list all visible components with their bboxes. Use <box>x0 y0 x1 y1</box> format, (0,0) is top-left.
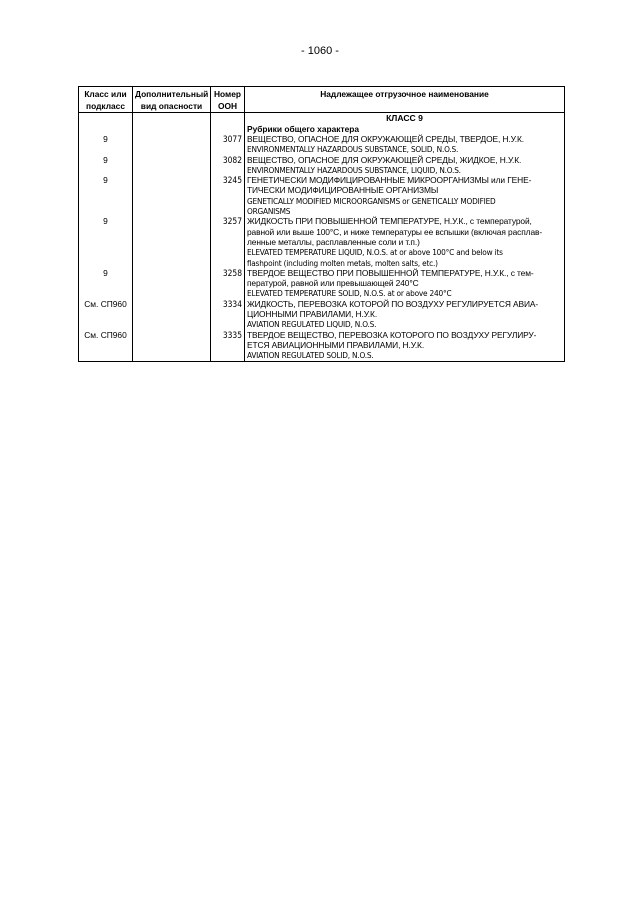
shipping-name-line: пературой, равной или превышающей 240°С <box>247 278 419 289</box>
shipping-name-line: ГЕНЕТИЧЕСКИ МОДИФИЦИРОВАННЫЕ МИКРООРГАНИЗМЫ или ГЕНЕ- <box>247 175 532 186</box>
class-heading-row <box>79 113 565 135</box>
shipping-name-line: ленные металлы, расплавленные соли и т.п.) <box>247 236 420 247</box>
shipping-name-line: ВЕЩЕСТВО, ОПАСНОЕ ДЛЯ ОКРУЖАЮЩЕЙ СРЕДЫ, ТВЕРДОЕ, Н.У.К. <box>247 134 524 144</box>
shipping-name-line: ЕТСЯ АВИАЦИОННЫМИ ПРАВИЛАМИ, Н.У.К. <box>247 339 425 350</box>
shipping-name-line: ЦИОННЫМИ ПРАВИЛАМИ, Н.У.К. <box>247 309 378 320</box>
shipping-name-line: AVIATION REGULATED LIQUID, N.O.S. <box>247 319 377 330</box>
row-subsidiary-risk <box>133 134 211 155</box>
row-subsidiary-risk <box>133 155 211 176</box>
row-shipping-name <box>245 155 565 176</box>
row-un-number: 3245 <box>211 175 245 216</box>
section-title: Рубрики общего характера <box>247 124 359 134</box>
row-subsidiary-risk <box>133 299 211 330</box>
row-un-number: 3335 <box>211 330 245 361</box>
row-shipping-name <box>245 134 565 155</box>
shipping-name-line: AVIATION REGULATED SOLID, N.O.S. <box>247 350 374 361</box>
row-class: См. СП960 <box>79 330 133 361</box>
page-number: - 1060 - <box>301 45 339 57</box>
class-title: КЛАСС 9 <box>386 113 423 123</box>
row-class: 9 <box>79 134 133 155</box>
shipping-name-line: ЖИДКОСТЬ ПРИ ПОВЫШЕННОЙ ТЕМПЕРАТУРЕ, Н.У.К., с температурой, <box>247 216 532 227</box>
row-shipping-name <box>245 216 565 267</box>
table-row <box>79 175 565 216</box>
header-subsidiary-risk: Дополнительный вид опасности <box>133 87 211 113</box>
row-class: 9 <box>79 175 133 216</box>
header-shipping-name: Надлежащее отгрузочное наименование <box>245 87 565 113</box>
row-subsidiary-risk <box>133 268 211 299</box>
shipping-name-line: ЖИДКОСТЬ, ПЕРЕВОЗКА КОТОРОЙ ПО ВОЗДУХУ РЕГУЛИРУЕТСЯ АВИА- <box>247 298 539 309</box>
shipping-name-line: равной или выше 100°С, и ниже температуры ее вспышки (включая расплав- <box>247 226 543 237</box>
row-class: 9 <box>79 216 133 267</box>
shipping-name-line: ELEVATED TEMPERATURE SOLID, N.O.S. at or above 240°C <box>247 288 452 299</box>
table-header-row <box>79 87 565 113</box>
shipping-name-line: ТВЕРДОЕ ВЕЩЕСТВО ПРИ ПОВЫШЕННОЙ ТЕМПЕРАТУРЕ, Н.У.К., с тем- <box>247 267 534 278</box>
row-shipping-name <box>245 268 565 299</box>
row-un-number: 3258 <box>211 268 245 299</box>
header-class: Класс или подкласс <box>79 87 133 113</box>
shipping-name-line: flashpoint (including molten metals, molten salts, etc.) <box>247 257 438 268</box>
row-class: 9 <box>79 155 133 176</box>
row-shipping-name <box>245 299 565 330</box>
table-row <box>79 155 565 176</box>
dangerous-goods-table <box>78 86 565 362</box>
table-row <box>79 299 565 330</box>
table-row <box>79 216 565 267</box>
table-row <box>79 134 565 155</box>
shipping-name-line: ВЕЩЕСТВО, ОПАСНОЕ ДЛЯ ОКРУЖАЮЩЕЙ СРЕДЫ, ЖИДКОЕ, Н.У.К. <box>247 154 522 165</box>
shipping-name-line: ELEVATED TEMPERATURE LIQUID, N.O.S. at or above 100°C and below its <box>247 247 503 258</box>
row-shipping-name <box>245 175 565 216</box>
row-un-number: 3082 <box>211 155 245 176</box>
shipping-name-line: ТИЧЕСКИ МОДИФИЦИРОВАННЫЕ ОРГАНИЗМЫ <box>247 185 439 196</box>
row-subsidiary-risk <box>133 216 211 267</box>
shipping-name-line: ORGANISMS <box>247 206 291 217</box>
row-class: См. СП960 <box>79 299 133 330</box>
row-class: 9 <box>79 268 133 299</box>
row-shipping-name <box>245 330 565 361</box>
shipping-name-line: ENVIRONMENTALLY HAZARDOUS SUBSTANCE, SOLID, N.O.S. <box>247 144 459 155</box>
row-subsidiary-risk <box>133 330 211 361</box>
row-un-number: 3334 <box>211 299 245 330</box>
row-un-number: 3077 <box>211 134 245 155</box>
row-subsidiary-risk <box>133 175 211 216</box>
row-un-number: 3257 <box>211 216 245 267</box>
table-row <box>79 330 565 361</box>
table-row <box>79 268 565 299</box>
header-un-number: Номер ООН <box>211 87 245 113</box>
shipping-name-line: GENETICALLY MODIFIED MICROORGANISMS or GENETICALLY MODIFIED <box>247 195 496 206</box>
shipping-name-line: ТВЕРДОЕ ВЕЩЕСТВО, ПЕРЕВОЗКА КОТОРОГО ПО ВОЗДУХУ РЕГУЛИРУ- <box>247 329 537 340</box>
shipping-name-line: ENVIRONMENTALLY HAZARDOUS SUBSTANCE, LIQUID, N.O.S. <box>247 164 461 175</box>
